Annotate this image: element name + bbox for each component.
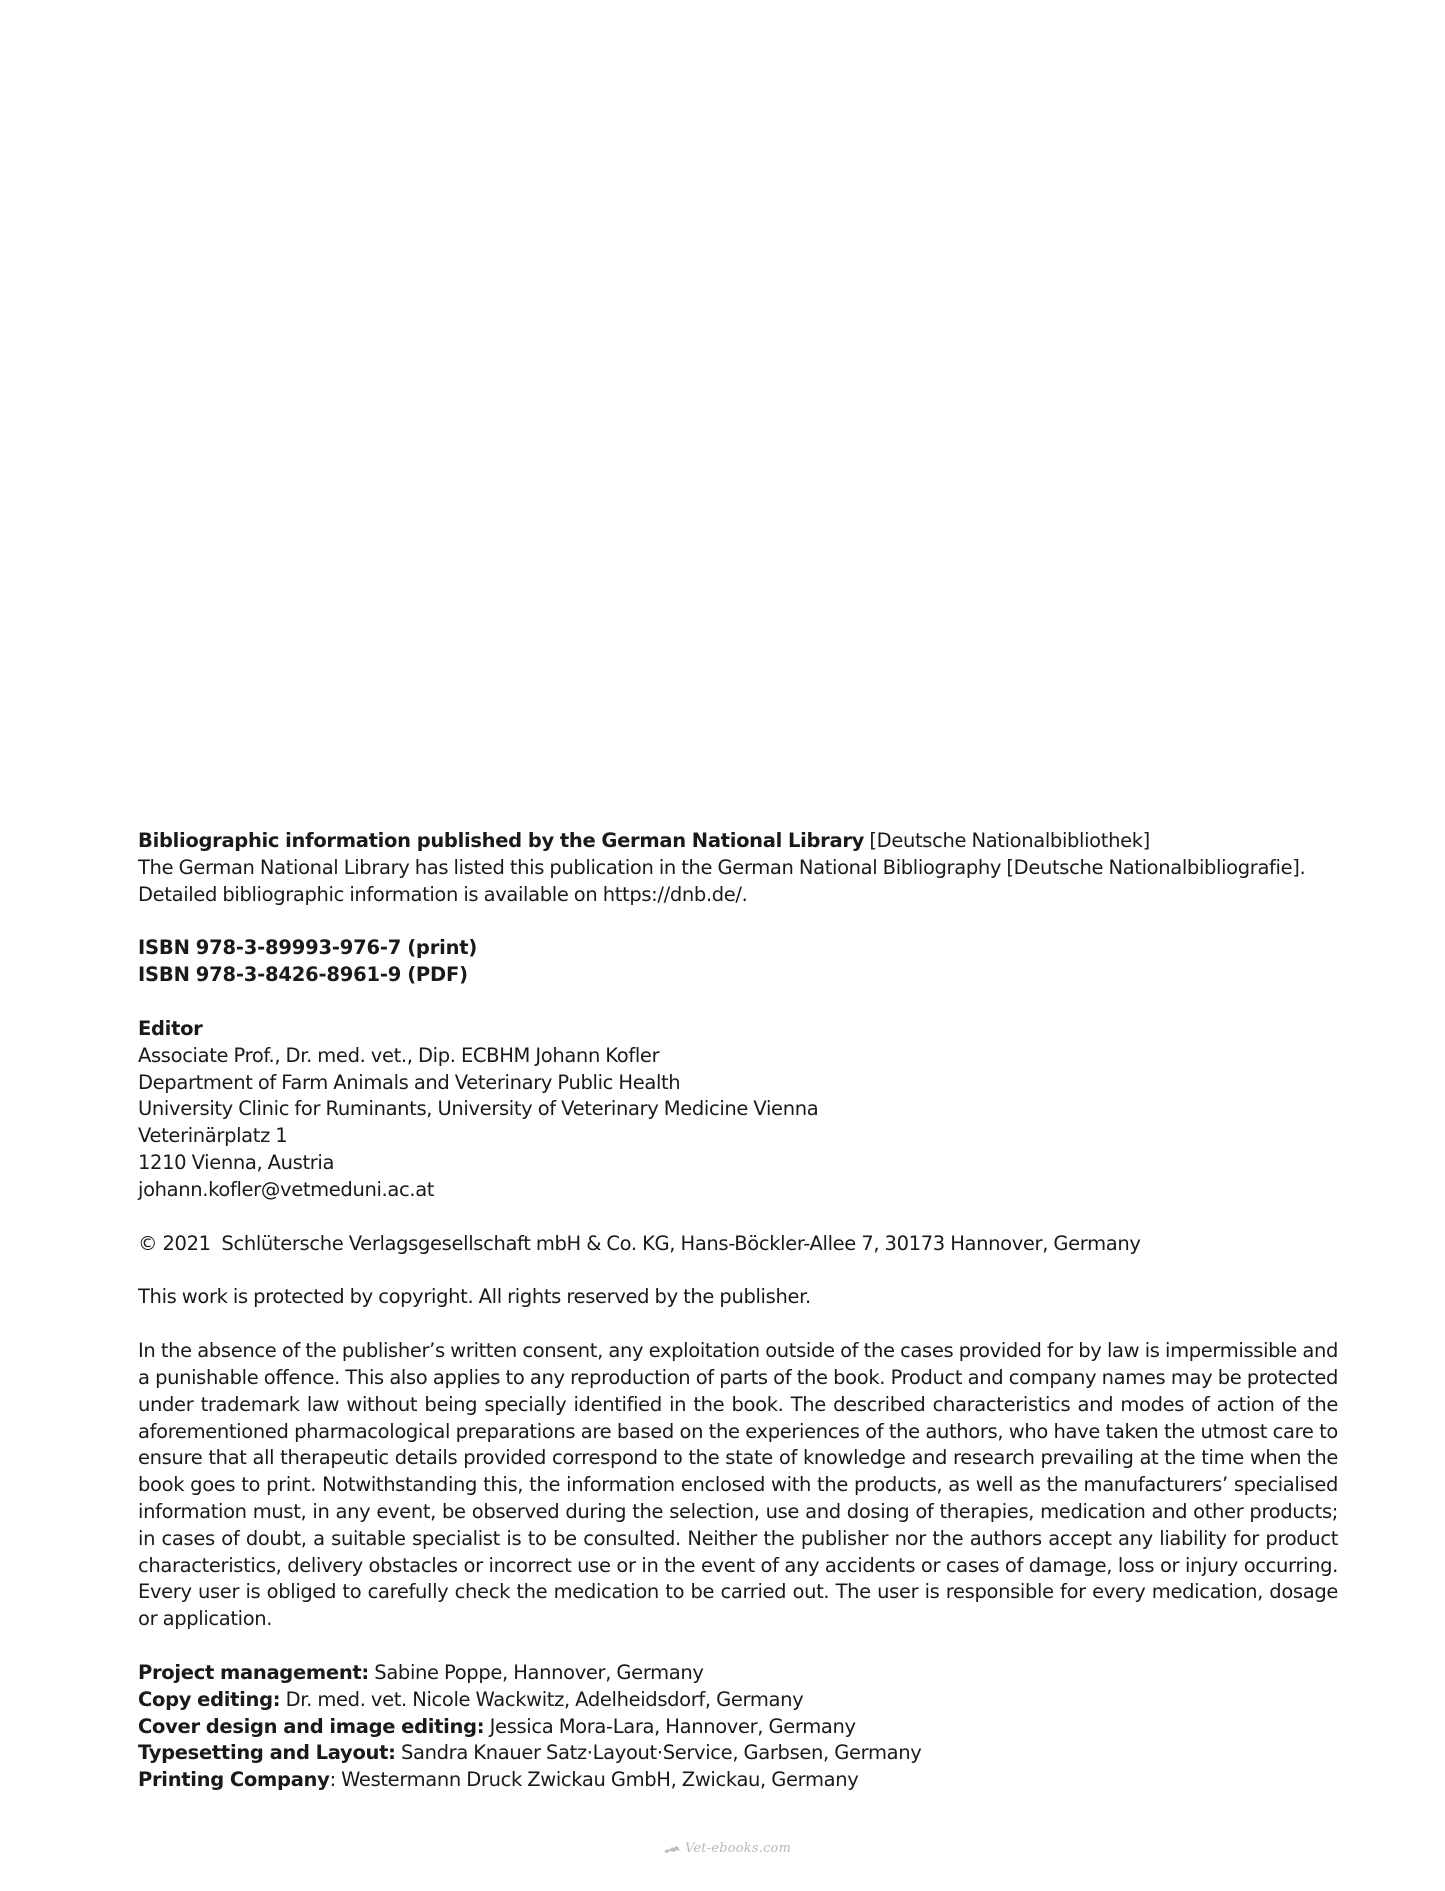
spacer [138, 1311, 1338, 1338]
credit-label: Project management: [138, 1660, 369, 1684]
editor-heading: Editor [138, 1016, 203, 1040]
dog-silhouette-icon [663, 1841, 685, 1855]
editor-email: johann.kofler@vetmeduni.ac.at [138, 1177, 435, 1201]
credit-line [138, 1767, 1338, 1794]
imprint-block [138, 828, 1338, 1794]
credit-label: Typesetting and Layout: [138, 1741, 396, 1765]
spacer [138, 1257, 1338, 1284]
credit-line [138, 1660, 1338, 1687]
editor-line: Department of Farm Animals and Veterinary Public Health [138, 1070, 681, 1094]
isbn-print: ISBN 978-3-89993-976-7 (print) [138, 936, 478, 960]
credit-label: Copy editing: [138, 1687, 281, 1711]
spacer [138, 908, 1338, 935]
spacer [138, 989, 1338, 1016]
credit-value: : Westermann Druck Zwickau GmbH, Zwickau, Germany [329, 1768, 859, 1792]
credit-value: Sandra Knauer Satz·Layout·Service, Garbsen, Germany [395, 1741, 922, 1765]
watermark [663, 1841, 791, 1856]
credit-line [138, 1740, 1338, 1767]
bibliographic-heading-line [138, 828, 1338, 855]
isbn-pdf: ISBN 978-3-8426-8961-9 (PDF) [138, 963, 468, 987]
credit-value: Dr. med. vet. Nicole Wackwitz, Adelheidsdorf, Germany [280, 1687, 804, 1711]
bibliographic-line-2: Detailed bibliographic information is available on https://dnb.de/. [138, 882, 748, 906]
credit-line [138, 1714, 1338, 1741]
spacer [138, 1633, 1338, 1660]
bibliographic-heading-suffix: [Deutsche Nationalbibliothek] [864, 829, 1150, 852]
editor-line: Veterinärplatz 1 [138, 1124, 288, 1148]
editor-line: 1210 Vienna, Austria [138, 1150, 335, 1174]
copyright-notice: © 2021 Schlütersche Verlagsgesellschaft mbH & Co. KG, Hans-Böckler-Allee 7, 30173 Hannover, Germany [138, 1231, 1141, 1255]
credit-value: Jessica Mora-Lara, Hannover, Germany [484, 1714, 856, 1738]
credit-line [138, 1687, 1338, 1714]
bibliographic-line-1: The German National Library has listed this publication in the German National Bibliography [Deutsche Nationalbibliografie]. [138, 855, 1306, 879]
watermark-text: Vet-ebooks.com [685, 1841, 792, 1856]
editor-line: University Clinic for Ruminants, University of Veterinary Medicine Vienna [138, 1097, 819, 1121]
credit-label: Printing Company [138, 1768, 330, 1792]
credit-label: Cover design and image editing: [138, 1714, 485, 1738]
rights-notice: This work is protected by copyright. All rights reserved by the publisher. [138, 1285, 811, 1309]
credit-value: Sabine Poppe, Hannover, Germany [368, 1660, 704, 1684]
disclaimer-paragraph: In the absence of the publisher’s written consent, any exploitation outside of the cases provided for by law is impermissible and a punishable offence. This also applies to any reproduction of parts of the book. Product and company names may be protected under trademark law without being specially identified in the book. The described characteristics and modes of action of the aforementioned pharmacological preparations are based on the experiences of the authors, who have taken the utmost care to ensure that all therapeutic details provided correspond to the state of knowledge and research prevailing at the time when the book goes to print. Notwithstanding this, the information enclosed with the products, as well as the manufacturers’ specialised information must, in any event, be observed during the selection, use and dosing of therapies, medication and other products; in cases of doubt, a suitable specialist is to be consulted. Neither the publisher nor the authors accept any liability for product characteristics, delivery obstacles or incorrect use or in the event of any accidents or cases of damage, loss or injury occurring. Every user is obliged to carefully check the medication to be carried out. The user is responsible for every medication, dosage or application. [138, 1339, 1338, 1631]
editor-line: Associate Prof., Dr. med. vet., Dip. ECBHM Johann Kofler [138, 1043, 660, 1067]
bibliographic-heading: Bibliographic information published by the German National Library [138, 829, 865, 852]
spacer [138, 1204, 1338, 1231]
